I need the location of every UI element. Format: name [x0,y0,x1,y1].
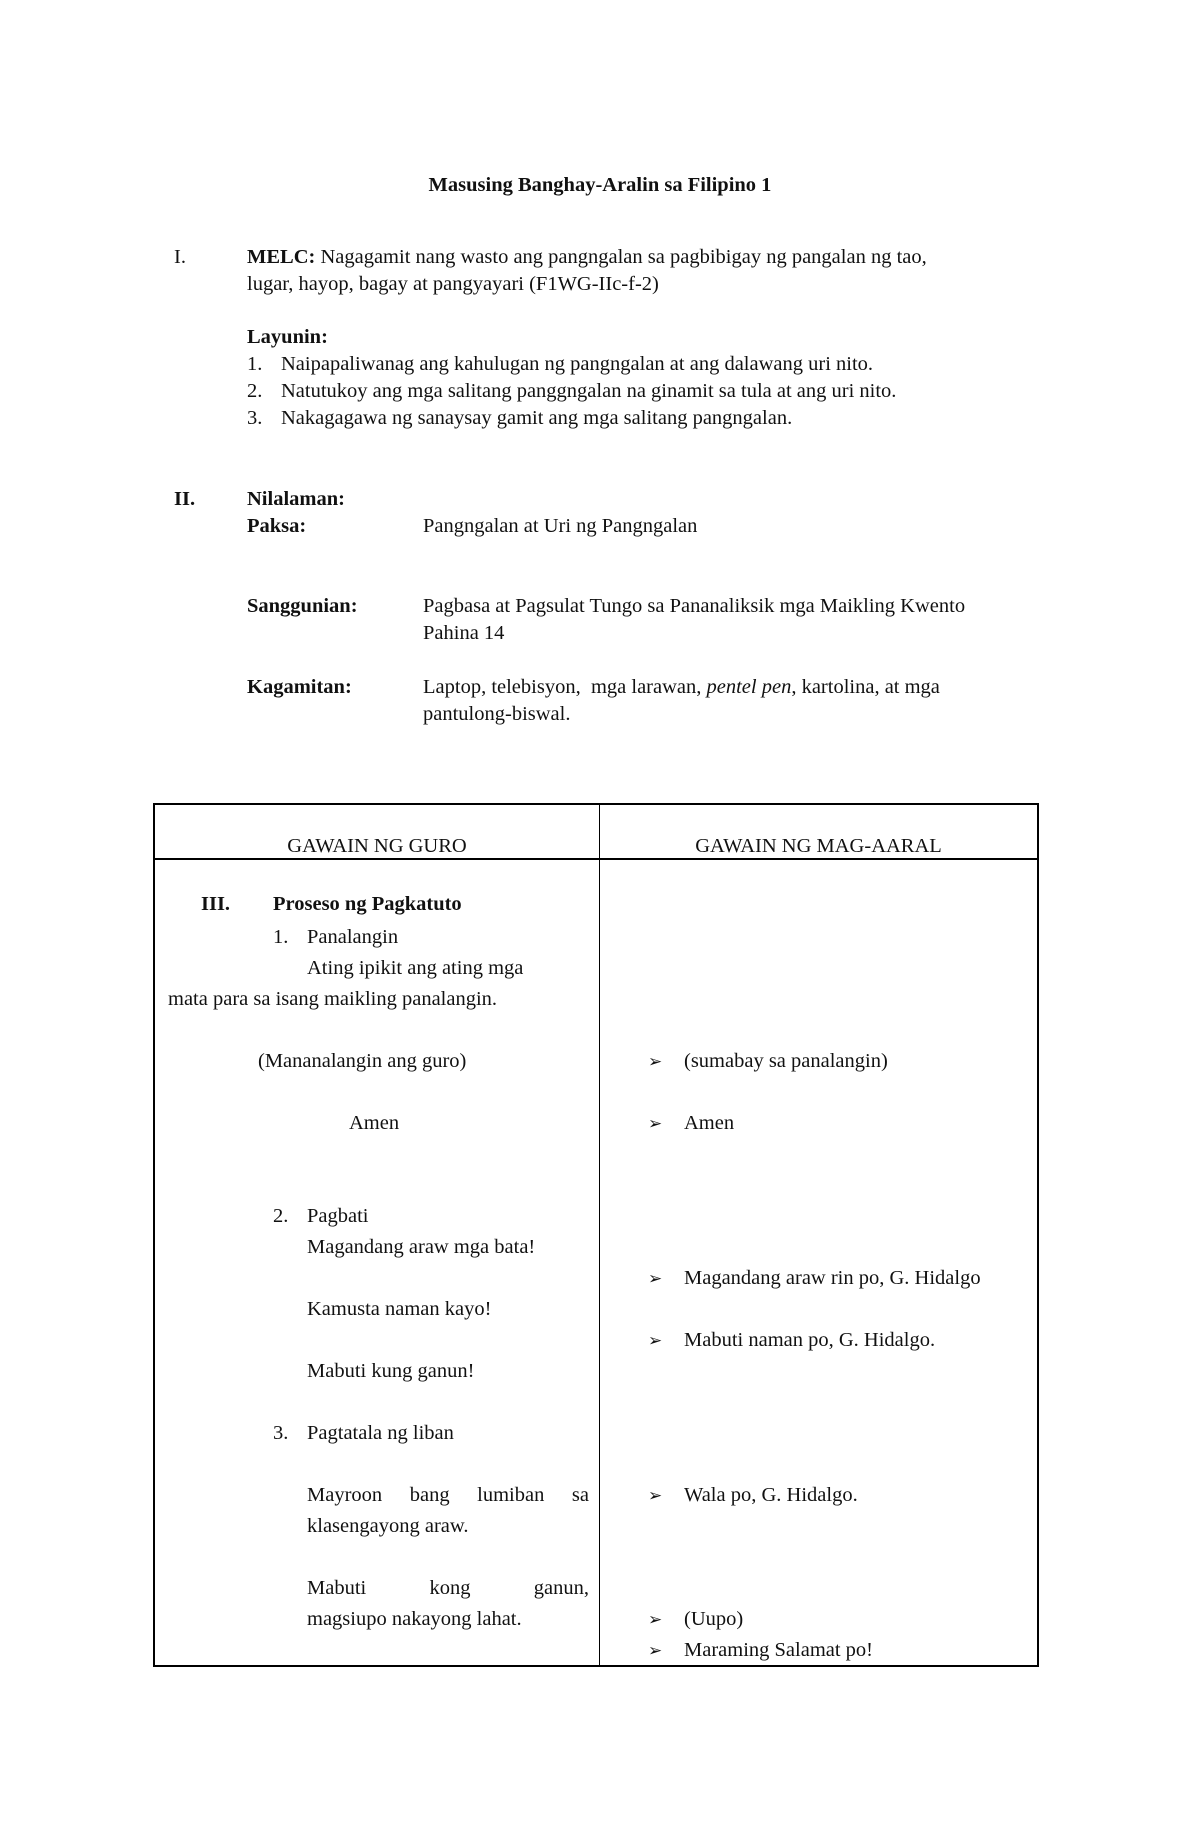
sanggunian-line-1: Pagbasa at Pagsulat Tungo sa Pananaliksik mga Maikling Kwento [423,595,966,617]
item-2-title: Pagbati [307,1205,369,1227]
item-1-line-1: Ating ipikit ang ating mga [307,957,524,979]
student-response [648,1048,888,1076]
document-title: Masusing Banghay-Aralin sa Filipino 1 [428,174,772,196]
layunin-item-1: Naipapaliwanag ang kahulugan ng pangngalan at ang dalawang uri nito. [281,353,874,375]
student-response-text: Maraming Salamat po! [684,1639,874,1661]
layunin-item-2: Natutukoy ang mga salitang panggngalan na ginamit sa tula at ang uri nito. [281,380,897,402]
student-response [648,1265,981,1293]
kagamitan-italic: pentel pen [706,676,792,698]
kagamitan-label: Kagamitan: [247,676,352,698]
layunin-label: Layunin: [247,326,328,348]
layunin-item-3: Nakagagawa ng sanaysay gamit ang mga salitang pangngalan. [281,407,793,429]
student-response-text: Amen [684,1112,735,1134]
table-border-left [153,803,155,1667]
arrow-bullet-icon: ➢ [648,1641,663,1661]
section-2-numeral: II. [174,488,196,510]
student-response [648,1327,935,1355]
item-1-num: 1. [273,926,289,948]
item-2-kamusta: Kamusta naman kayo! [307,1298,492,1320]
section-1-numeral: I. [174,246,186,268]
table-column-divider [599,803,600,1667]
table-border-bottom [153,1665,1039,1667]
melc-line-2: lugar, hayop, bagay at pangyayari (F1WG-IIc-f-2) [247,273,659,295]
item-3-mabuti-line-1: Mabuti kong ganun, [307,1577,589,1599]
table-border-top [153,803,1039,805]
col-header-guro: GAWAIN NG GURO [287,835,467,857]
paksa-value: Pangngalan at Uri ng Pangngalan [423,515,698,537]
arrow-bullet-icon: ➢ [648,1610,663,1630]
melc-text-1: Nagagamit nang wasto ang pangngalan sa pagbibigay ng pangalan ng tao, [320,246,927,268]
item-1-line-2: mata para sa isang maikling panalangin. [168,988,498,1010]
melc-label: MELC: [247,246,316,268]
item-3-num: 3. [273,1422,289,1444]
section-3-numeral: III. [201,893,231,915]
kagamitan-text-a: Laptop, telebisyon, mga larawan, [423,676,707,698]
teacher-pray: (Mananalangin ang guro) [258,1050,467,1072]
kagamitan-line-2: pantulong-biswal. [423,703,571,725]
melc-line-1 [247,244,927,271]
item-3-question-line-2: klasengayong araw. [307,1515,469,1537]
item-2-greeting: Magandang araw mga bata! [307,1236,536,1258]
teacher-amen: Amen [349,1112,400,1134]
item-1-title: Panalangin [307,926,399,948]
arrow-bullet-icon: ➢ [648,1331,663,1351]
student-response-text: Mabuti naman po, G. Hidalgo. [684,1329,936,1351]
col-header-mag-aaral: GAWAIN NG MAG-AARAL [695,835,942,857]
layunin-num-3: 3. [247,407,263,429]
student-response-text: Magandang araw rin po, G. Hidalgo [684,1267,981,1289]
nilalaman-heading: Nilalaman: [247,488,345,510]
item-3-mabuti-line-2: magsiupo nakayong lahat. [307,1608,522,1630]
student-response [648,1482,858,1510]
table-border-right [1037,803,1039,1667]
item-2-num: 2. [273,1205,289,1227]
arrow-bullet-icon: ➢ [648,1052,663,1072]
sanggunian-label: Sanggunian: [247,595,358,617]
student-response [648,1606,743,1634]
student-response-text: (sumabay sa panalangin) [684,1050,888,1072]
student-response [648,1637,873,1665]
section-3-title: Proseso ng Pagkatuto [273,893,462,915]
item-2-mabuti: Mabuti kung ganun! [307,1360,475,1382]
arrow-bullet-icon: ➢ [648,1114,663,1134]
layunin-num-2: 2. [247,380,263,402]
paksa-label: Paksa: [247,515,307,537]
arrow-bullet-icon: ➢ [648,1269,663,1289]
student-response-text: Wala po, G. Hidalgo. [684,1484,858,1506]
student-response-text: (Uupo) [684,1608,744,1630]
layunin-num-1: 1. [247,353,263,375]
arrow-bullet-icon: ➢ [648,1486,663,1506]
sanggunian-line-2: Pahina 14 [423,622,505,644]
item-3-question-line-1: Mayroon bang lumiban sa [307,1484,589,1506]
student-response [648,1110,734,1138]
item-3-title: Pagtatala ng liban [307,1422,454,1444]
kagamitan-line-1 [423,674,940,701]
kagamitan-text-b: , kartolina, at mga [791,676,940,698]
